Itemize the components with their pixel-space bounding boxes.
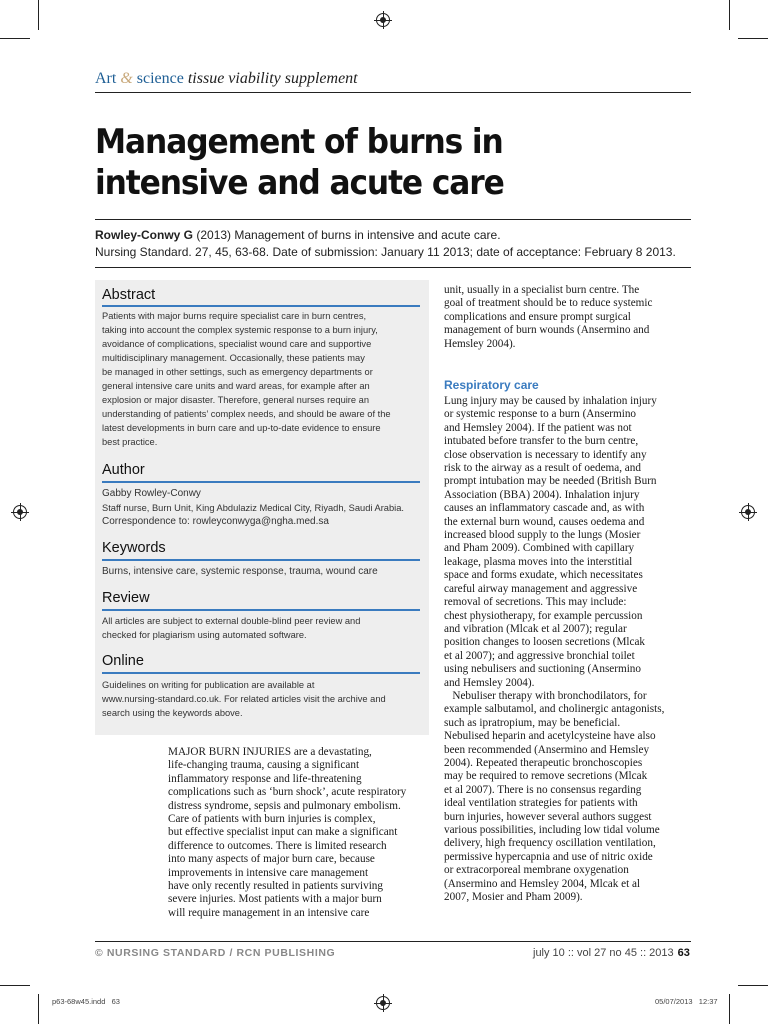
body-line: severe injuries. Most patients with a major burn (168, 893, 382, 906)
registration-mark-icon (376, 996, 390, 1010)
abstract-line: best practice. (102, 437, 158, 447)
body-line: into many aspects of major burn care, because (168, 853, 375, 866)
citation-text: (2013) Management of burns in intensive and acute care. (193, 228, 501, 242)
body-line: been recommended (Ansermino and Hemsley (444, 743, 650, 756)
abstract-text (102, 309, 424, 449)
abstract-line: multidisciplinary management. Occasionally, these patients may (102, 353, 365, 363)
issue-date: july 10 :: vol 27 no 45 :: 2013 (533, 947, 674, 959)
keywords-rule (102, 559, 420, 561)
body-line: distress syndrome, sepsis and pulmonary embolism. (168, 799, 401, 812)
registration-mark-icon (741, 505, 755, 519)
section-ampersand: & (120, 70, 133, 87)
header-rule (95, 92, 691, 93)
body-line: Lung injury may be caused by inhalation injury (444, 395, 657, 407)
crop-mark (38, 0, 39, 30)
body-line: careful airway management and aggressive (444, 582, 638, 595)
section-label-science: science (136, 70, 184, 87)
info-sidebar (95, 280, 429, 735)
body-line: position changes to loosen secretions (Mlcak (444, 636, 646, 649)
body-line: and vibration (Mlcak et al 2007); regular (444, 622, 627, 635)
abstract-line: understanding of patients’ complex needs, and should be aware of the (102, 409, 391, 419)
body-line: 2007, Mosier and Pham 2009). (444, 891, 583, 904)
date-slug: 05/07/2013 12:37 (655, 997, 718, 1006)
body-line: leakage, plasma moves into the interstitial (444, 555, 633, 568)
copyright-notice: © NURSING STANDARD / RCN PUBLISHING (95, 947, 336, 959)
citation-author: Rowley-Conwy G (95, 228, 194, 242)
abstract-line: latest developments in burn care and up-to-date evidence to ensure (102, 423, 381, 433)
body-line: improvements in intensive care management (168, 866, 369, 879)
intro-paragraph (168, 746, 430, 920)
body-line: life-changing trauma, causing a significant (168, 759, 360, 772)
abstract-rule (102, 305, 420, 307)
body-line: causes an inflammatory cascade and, as with (444, 502, 645, 515)
footer-rule (95, 941, 691, 942)
body-line: permissive hypercapnia and use of nitric oxide (444, 850, 653, 863)
page-number: 63 (677, 947, 690, 959)
body-line: inflammatory response and life-threatening (168, 772, 362, 785)
body-line: have only recently resulted in patients surviving (168, 880, 383, 893)
body-line: risk to the airway as a result of oedema, and (444, 462, 641, 475)
online-line: www.nursing-standard.co.uk. For related articles visit the archive and (102, 694, 386, 704)
author-name: Gabby Rowley-Conwy (102, 488, 201, 499)
body-line: or extracorporeal membrane oxygenation (444, 864, 629, 877)
body-line: various possibilities, including low tidal volume (444, 824, 660, 836)
online-heading: Online (102, 653, 144, 669)
body-line: but effective specialist input can make a significant (168, 826, 398, 839)
author-rule (102, 481, 420, 483)
abstract-line: general intensive care units and ward areas, for example after an (102, 381, 370, 391)
body-line: removal of secretions. This may include: (444, 596, 627, 609)
citation-journal: Nursing Standard. 27, 45, 63-68. Date of submission: January 11 2013; date of acceptance: February 8 2013. (95, 245, 676, 259)
body-line: using nebulisers and suctioning (Ansermino (444, 663, 641, 676)
article-title (95, 122, 573, 204)
body-line: chest physiotherapy, for example percussion (444, 609, 643, 622)
crop-mark (729, 0, 730, 30)
body-line: and Pham 2009). Combined with capillary (444, 542, 635, 555)
crop-mark (738, 985, 768, 986)
abstract-heading: Abstract (102, 287, 156, 303)
body-line: such as ipratropium, may be beneficial. (444, 716, 621, 729)
body-line: Nebuliser therapy with bronchodilators, for (444, 689, 647, 702)
respiratory-care-heading: Respiratory care (444, 378, 539, 392)
body-line: ideal ventilation strategies for patients with (444, 797, 638, 810)
review-line: All articles are subject to external double-blind peer review and (102, 616, 361, 626)
crop-mark (38, 994, 39, 1024)
abstract-line: be managed in other settings, such as emergency departments or (102, 367, 373, 377)
author-correspondence: Correspondence to: rowleyconwyga@ngha.med.sa (102, 516, 329, 527)
body-line: Hemsley 2004). (444, 337, 516, 350)
keywords-text: Burns, intensive care, systemic response, trauma, wound care (102, 566, 378, 577)
body-line: unit, usually in a specialist burn centre. The (444, 284, 640, 296)
body-line: space and forms exudate, which necessitates (444, 569, 643, 582)
file-slug: p63-68w45.indd 63 (52, 997, 120, 1006)
body-line: burn injuries, however several authors suggest (444, 810, 652, 823)
running-head (95, 70, 358, 88)
body-line: MAJOR BURN INJURIES are a devastating, (168, 746, 372, 758)
abstract-line: explosion or major disaster. Therefore, general nurses require an (102, 395, 369, 405)
crop-mark (0, 38, 30, 39)
body-line: may be required to remove secretions (Mlcak (444, 770, 648, 783)
body-line: goal of treatment should be to reduce systemic (444, 297, 653, 310)
body-line: Care of patients with burn injuries is complex, (168, 813, 376, 826)
body-line: 2004). Repeated therapeutic bronchoscopies (444, 756, 643, 769)
body-line: close observation is necessary to identify any (444, 448, 647, 461)
supplement-label: tissue viability supplement (187, 70, 358, 87)
crop-mark (738, 38, 768, 39)
online-rule (102, 672, 420, 674)
section-label-art: Art (95, 70, 117, 87)
issue-info (533, 947, 690, 959)
title-line: Management of burns in (95, 122, 503, 162)
author-affiliation: Staff nurse, Burn Unit, King Abdulaziz Medical City, Riyadh, Saudi Arabia. (102, 503, 404, 513)
abstract-line: avoidance of complications, specialist wound care and supportive (102, 339, 372, 349)
body-line: intubated before transfer to the burn centre, (444, 435, 639, 448)
body-line: (Ansermino and Hemsley 2004, Mlcak et al (444, 877, 641, 890)
body-line: or systemic response to a burn (Ansermino (444, 408, 637, 421)
body-line: complications and ensure prompt surgical (444, 310, 631, 323)
title-line: intensive and acute care (95, 163, 504, 203)
review-text (102, 614, 424, 642)
citation (95, 227, 695, 261)
abstract-line: Patients with major burns require specialist care in burn centres, (102, 311, 367, 321)
body-line: management of burn wounds (Ansermino and (444, 324, 650, 337)
abstract-line: taking into account the complex systemic response to a burn injury, (102, 325, 378, 335)
registration-mark-icon (376, 13, 390, 27)
body-line: difference to outcomes. There is limited research (168, 839, 387, 852)
respiratory-care-text (444, 395, 708, 904)
body-line: Nebulised heparin and acetylcysteine have also (444, 730, 656, 743)
online-line: Guidelines on writing for publication are available at (102, 680, 315, 690)
body-line: complications such as ‘burn shock’, acute respiratory (168, 786, 407, 799)
body-line: will require management in an intensive care (168, 906, 370, 919)
online-line: search using the keywords above. (102, 708, 243, 718)
body-line: and Hemsley 2004). (444, 676, 535, 689)
continued-paragraph (444, 284, 708, 351)
body-line: example salbutamol, and cholinergic antagonists, (444, 703, 665, 716)
review-rule (102, 609, 420, 611)
body-line: the external burn wound, causes oedema and (444, 515, 645, 528)
citation-rule (95, 267, 691, 268)
review-line: checked for plagiarism using automated software. (102, 630, 307, 640)
crop-mark (729, 994, 730, 1024)
body-line: prompt intubation may be needed (British Burn (444, 475, 657, 488)
body-line: and Hemsley 2004). If the patient was not (444, 421, 632, 434)
body-line: et al 2007). There is no consensus regarding (444, 783, 642, 796)
registration-mark-icon (13, 505, 27, 519)
author-heading: Author (102, 462, 145, 478)
body-line: Association (BBA) 2004). Inhalation injury (444, 488, 640, 501)
body-line: increased blood supply to the lungs (Mosier (444, 529, 641, 542)
online-text (102, 678, 424, 720)
crop-mark (0, 985, 30, 986)
body-line: delivery, high frequency oscillation ventilation, (444, 837, 656, 850)
keywords-heading: Keywords (102, 540, 166, 556)
body-line: et al 2007); and aggressive bronchial toilet (444, 649, 635, 662)
review-heading: Review (102, 590, 150, 606)
title-rule (95, 219, 691, 220)
